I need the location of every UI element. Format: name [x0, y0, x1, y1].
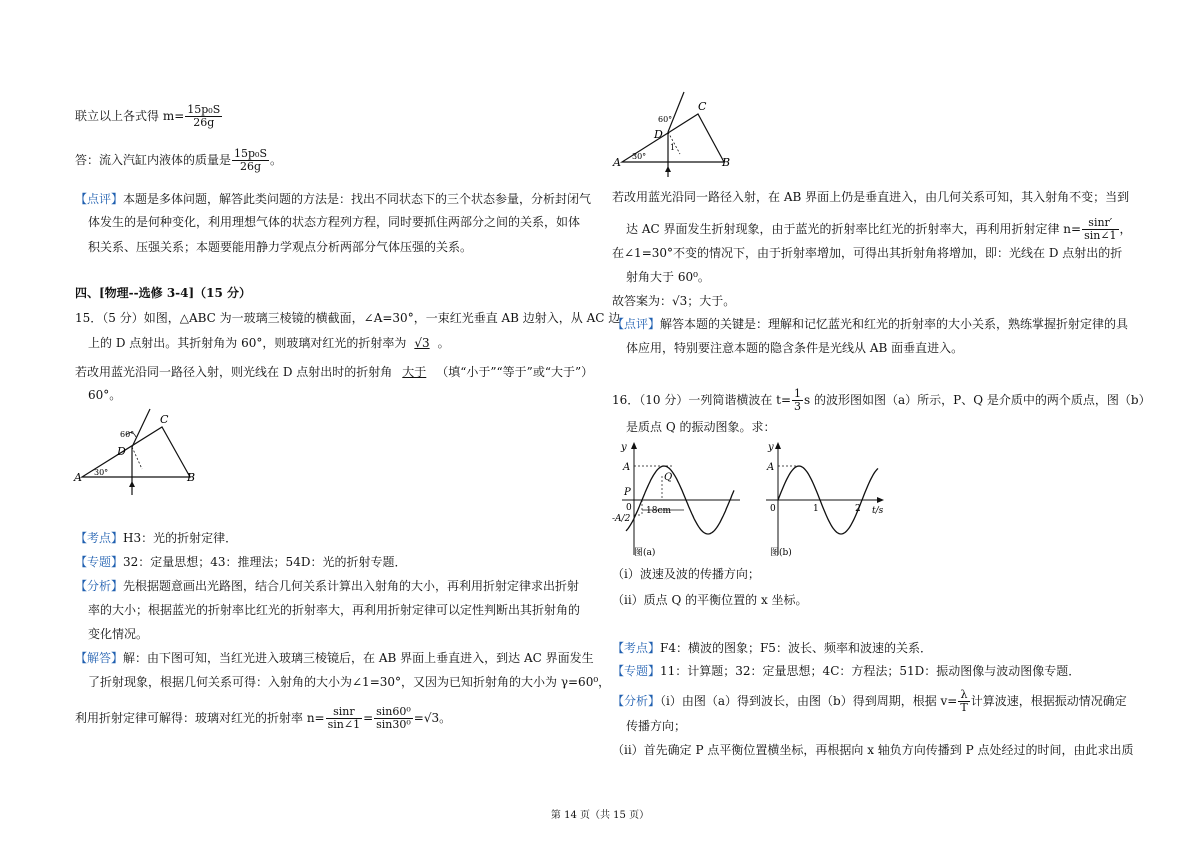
- svg-text:30°: 30°: [632, 152, 647, 161]
- q16-sub-i: （i）波速及波的传播方向；: [612, 567, 760, 581]
- dianping-right-1: 【点评】解答本题的关键是：理解和记忆蓝光和红光的折射率的大小关系，熟练掌握折射定律的具: [612, 317, 1129, 331]
- jieda-2: 了折射现象，根据几何关系可得：入射角的大小为∠1=30°，又因为已知折射角的大小为 γ=60⁰，: [88, 675, 611, 689]
- right-line-2: 达 AC 界面发生折射现象，由于蓝光的折射率比红光的折射率大，再利用折射定律 n= $\frac{\sin r'}{\sin\angle 1}$ ，: [626, 216, 1132, 242]
- q16-line-1: 16．（10 分）一列简谐横波在 t= $\frac{1}{3}$ s 的波形图如图（a）所示，P、Q 是介质中的两个质点，图（b）: [612, 387, 1151, 413]
- vib-b-y-label: y: [768, 442, 774, 453]
- vertex-a-label: A: [74, 471, 82, 484]
- wave-graph-a: [612, 440, 747, 565]
- right-line-3: 在∠1=30°不变的情况下，由于折射率增加，可得出其折射角将增加，即：光线在 D 点射出的折: [612, 246, 1123, 260]
- right-line-5: 故答案为：√3；大于。: [612, 294, 736, 308]
- jieda-1: 【解答】解：由下图可知，当红光进入玻璃三棱镜后，在 AB 界面上垂直进入，到达 AC 界面发生: [75, 651, 594, 665]
- svg-text:D: D: [654, 128, 663, 141]
- vib-b-amplitude-label: A: [767, 462, 775, 473]
- wave-a-distance-label: 18cm: [646, 506, 672, 516]
- q15-answer-1: √3: [414, 336, 430, 350]
- svg-text:60°: 60°: [658, 115, 673, 124]
- kaodian-right: 【考点】F4：横波的图象；F5：波长、频率和波速的关系．: [612, 641, 932, 655]
- svg-text:B: B: [722, 156, 731, 169]
- dianping-right-2: 体应用，特别要注意本题的隐含条件是光线从 AB 面垂直进入。: [626, 341, 964, 355]
- fenxi-left-2: 率的大小；根据蓝光的折射率比红光的折射率大，再利用折射定律可以定性判断出其折射角的: [88, 603, 581, 617]
- comment-line-3: 积关系、压强关系；本题要能用静力学观点分析两部分气体压强的关系。: [88, 240, 473, 254]
- q15-line-1: 15．（5 分）如图，△ABC 为一玻璃三棱镜的横截面，∠A=30°，一束红光垂直 AB 边射入，从 AC 边: [75, 311, 621, 325]
- fenxi-right-1: 【分析】（i）由图（a）得到波长，由图（b）得到周期，根据 v= $\frac{\lambda}{T}$ 计算波速，根据振动情况确定: [612, 688, 1127, 714]
- answer-line: 答：流入汽缸内液体的质量是 $\frac{\text{15p₀S}}{26g}$ 。: [75, 147, 283, 173]
- q15-answer-2: 大于: [402, 365, 427, 379]
- vibration-graph-b: [760, 440, 900, 565]
- section-heading: 四、[物理--选修 3-4]（15 分）: [75, 286, 252, 300]
- wave-a-caption: 图(a): [634, 548, 656, 558]
- q16-line-2: 是质点 Q 的振动图象。求：: [626, 420, 776, 434]
- conclusion-formula: 联立以上各式得 m= $\frac{\text{15p₀S}}{26g}$: [75, 103, 221, 129]
- q16-sub-ii: （ii）质点 Q 的平衡位置的 x 坐标。: [612, 593, 808, 607]
- wave-a-point-q: Q: [664, 472, 673, 483]
- page-footer: 第 14 页（共 15 页）: [550, 810, 650, 821]
- wave-a-point-p: P: [624, 487, 631, 498]
- vertex-b-label: B: [187, 471, 196, 484]
- vertex-c-label: C: [160, 413, 169, 426]
- vib-b-tick-2: 2: [855, 504, 861, 514]
- right-line-1: 若改用蓝光沿同一路径入射，在 AB 界面上仍是垂直进入，由几何关系可知，其入射角不变；当到: [612, 190, 1130, 204]
- fenxi-right-3: （ii）首先确定 P 点平衡位置横坐标，再根据向 x 轴负方向传播到 P 点处经过的时间，由此求出质: [612, 743, 1134, 757]
- prism-diagram-right: [610, 92, 740, 177]
- right-line-4: 射角大于 60⁰。: [626, 270, 710, 284]
- prism-diagram-left: [70, 405, 210, 495]
- jieda-3: 利用折射定律可解得：玻璃对红光的折射率 n= $\frac{\sin r}{\sin\angle 1}$ = $\frac{\text{sin60⁰}}{\text{sin30⁰}}$ =√3。: [75, 705, 452, 731]
- vib-b-origin: 0: [770, 504, 776, 514]
- wave-a-origin: 0: [626, 503, 632, 513]
- q15-line-3: 若改用蓝光沿同一路径入射，则光线在 D 点射出时的折射角 大于 （填“小于”“等于”或“大于”）: [75, 365, 594, 379]
- angle-1-label: 1: [670, 143, 676, 152]
- fenxi-right-2: 传播方向；: [626, 719, 687, 733]
- mass-fraction-answer: $\frac{\text{15p₀S}}{26g}$: [234, 147, 267, 173]
- vib-b-caption: 图(b): [770, 548, 792, 558]
- wave-a-y-label: y: [621, 442, 627, 453]
- svg-text:C: C: [698, 100, 707, 113]
- kaodian-left: 【考点】H3：光的折射定律．: [75, 531, 238, 545]
- svg-text:A: A: [613, 156, 621, 169]
- q15-line-4: 60°。: [88, 388, 122, 402]
- angle-30-label: 30°: [94, 468, 109, 477]
- comment-line-1: 【点评】本题是多体问题，解答此类问题的方法是：找出不同状态下的三个状态参量，分析封闭气: [75, 192, 592, 206]
- vib-b-tick-1: 1: [813, 504, 819, 514]
- zhuanti-right: 【专题】11：计算题；32：定量思想；4C：方程法；51D：振动图像与波动图像专题．: [612, 664, 1081, 678]
- fenxi-left-3: 变化情况。: [88, 627, 149, 641]
- wave-a-amplitude-label: A: [623, 462, 631, 473]
- mass-fraction: $\frac{\text{15p₀S}}{26g}$: [187, 103, 221, 129]
- comment-line-2: 体发生的是何种变化，利用理想气体的状态方程列方程，同时要抓住两部分之间的关系，如体: [88, 215, 581, 229]
- vib-b-t-label: t/s: [872, 506, 884, 516]
- angle-60-label: 60°: [120, 430, 135, 439]
- point-d-label: D: [117, 445, 126, 458]
- wave-a-neg-half-amplitude: -A/2: [612, 514, 631, 524]
- fenxi-left-1: 【分析】先根据题意画出光路图，结合几何关系计算出入射角的大小，再利用折射定律求出折射: [75, 579, 580, 593]
- q15-line-2: 上的 D 点射出。其折射角为 60°，则玻璃对红光的折射率为 √3 。: [88, 336, 450, 350]
- zhuanti-left: 【专题】32：定量思想；43：推理法；54D：光的折射专题．: [75, 555, 407, 569]
